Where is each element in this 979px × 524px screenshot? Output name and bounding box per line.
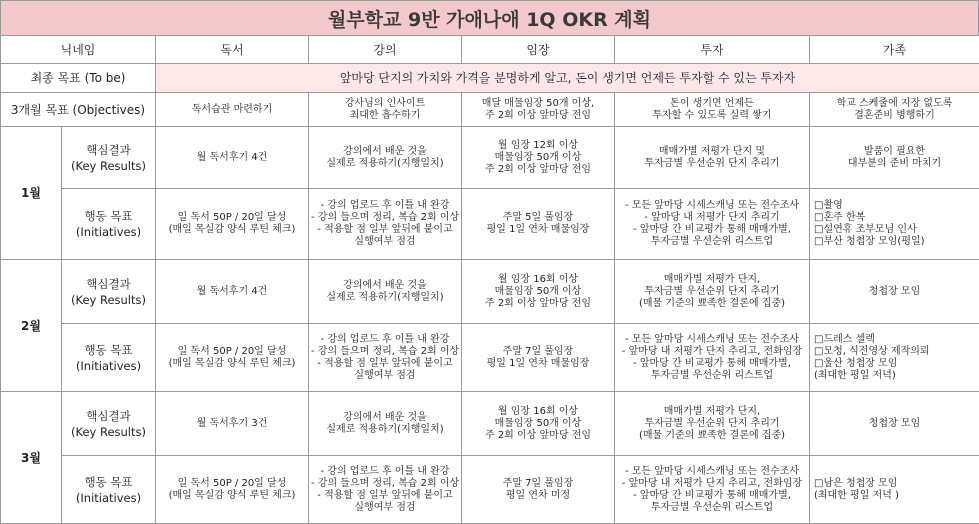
cell-line: (Initiatives) bbox=[64, 490, 153, 506]
cell-line: 주말 5일 풀임장 bbox=[464, 212, 612, 224]
lecture-initiative-cell bbox=[309, 189, 462, 260]
family-initiative-cell bbox=[810, 324, 979, 392]
cell-line: 실제로 적용하기(지행일치) bbox=[311, 158, 459, 170]
header-reading: 독서 bbox=[156, 36, 309, 64]
site-visit-initiative-cell bbox=[462, 324, 615, 392]
family-initiative-cell bbox=[810, 189, 979, 260]
cell-line: 행동 목표 bbox=[64, 342, 153, 358]
cell-line: (매일 목실감 양식 루틴 체크) bbox=[158, 358, 306, 370]
family-key-result-cell bbox=[810, 260, 979, 324]
cell-line: 매매가별 저평가 단지, bbox=[617, 274, 807, 286]
final-goal-label: 최종 목표 (To be) bbox=[1, 64, 156, 93]
cell-line: □촬영 bbox=[814, 200, 977, 212]
cell-line: - 강의 들으며 정리, 복습 2회 이상 bbox=[311, 346, 459, 358]
site-visit-initiative-cell bbox=[462, 456, 615, 524]
reading-initiative-cell bbox=[156, 324, 309, 392]
key-results-row bbox=[1, 260, 979, 324]
objective-cell: 강사님의 인사이트 최대한 흡수하기 bbox=[309, 93, 462, 127]
cell-line: - 모든 앞마당 시세스캐닝 또는 전수조사 bbox=[617, 200, 807, 212]
cell-line: - 적용할 점 일부 앞뒤에 붙이고 bbox=[311, 358, 459, 370]
cell-line: - 적용할 점 일부 앞뒤에 붙이고 bbox=[311, 224, 459, 236]
cell-line: 실제로 적용하기(지행일치) bbox=[311, 292, 459, 304]
cell-line: 평일 연차 미정 bbox=[464, 490, 612, 502]
reading-key-result-cell bbox=[156, 392, 309, 456]
initiatives-label bbox=[62, 189, 156, 260]
cell-line: 강의에서 배운 것을 bbox=[311, 146, 459, 158]
cell-line: 실행여부 점검 bbox=[311, 502, 459, 514]
cell-line: 평일 1일 연차 매물임장 bbox=[464, 358, 612, 370]
investment-initiative-cell bbox=[615, 324, 810, 392]
cell-line: - 모든 앞마당 시세스캐닝 또는 전수조사 bbox=[617, 466, 807, 478]
cell-line: 투자금별 우선순위 단지 추리기 bbox=[617, 158, 807, 170]
investment-key-result-cell bbox=[615, 392, 810, 456]
cell-line: (Key Results) bbox=[64, 292, 153, 308]
cell-line: □혼주 한복 bbox=[814, 212, 977, 224]
cell-line: - 적용할 점 일부 앞뒤에 붙이고 bbox=[311, 490, 459, 502]
cell-line: □부산 청첩장 모임(평일) bbox=[814, 236, 977, 248]
final-goal-text: 앞마당 단지의 가치와 가격을 분명하게 알고, 돈이 생기면 언제든 투자할 수 있는 투자자 bbox=[156, 64, 979, 93]
cell-line: 핵심결과 bbox=[64, 276, 153, 292]
cell-line: 월 임장 16회 이상 bbox=[464, 406, 612, 418]
cell-line: 월 임장 12회 이상 bbox=[464, 140, 612, 152]
reading-initiative-cell bbox=[156, 456, 309, 524]
lecture-key-result-cell bbox=[309, 392, 462, 456]
cell-line: 대부분의 준비 마치기 bbox=[812, 158, 977, 170]
cell-line: (매일 목실감 양식 루틴 체크) bbox=[158, 490, 306, 502]
lecture-key-result-cell bbox=[309, 260, 462, 324]
header-row bbox=[1, 36, 979, 64]
month-label: 2월 bbox=[1, 260, 62, 392]
monthly-section bbox=[1, 127, 979, 524]
cell-line: 핵심결과 bbox=[64, 142, 153, 158]
reading-key-result-cell bbox=[156, 127, 309, 189]
cell-line: (최대한 평일 저녁 ) bbox=[814, 490, 977, 502]
initiatives-row bbox=[1, 456, 979, 524]
cell-line: (Initiatives) bbox=[64, 358, 153, 374]
initiatives-row bbox=[1, 189, 979, 260]
cell-line: - 앞마당 간 비교평가 통해 매매가별, bbox=[617, 358, 807, 370]
lecture-key-result-cell bbox=[309, 127, 462, 189]
cell-line: 주 2회 이상 앞마당 전임 bbox=[464, 164, 612, 176]
cell-line: (Key Results) bbox=[64, 158, 153, 174]
cell-line: (매일 목실감 양식 루틴 체크) bbox=[158, 224, 306, 236]
cell-line: □울산 청첩장 모임 bbox=[814, 358, 977, 370]
cell-line: 월 독서후기 4건 bbox=[158, 152, 306, 164]
cell-line: (매물 기준의 뾰족한 결론에 집중) bbox=[617, 430, 807, 442]
key-results-row bbox=[1, 127, 979, 189]
cell-line: 발품이 필요한 bbox=[812, 146, 977, 158]
cell-line: - 앞마당 간 비교평가 통해 매매가별, bbox=[617, 490, 807, 502]
cell-line: - 강의 들으며 정리, 복습 2회 이상 bbox=[311, 478, 459, 490]
initiatives-row bbox=[1, 324, 979, 392]
header-lecture: 강의 bbox=[309, 36, 462, 64]
investment-key-result-cell bbox=[615, 260, 810, 324]
cell-line: 강의에서 배운 것을 bbox=[311, 412, 459, 424]
header-family: 가족 bbox=[810, 36, 979, 64]
key-results-label bbox=[62, 127, 156, 189]
cell-line: 실행여부 점검 bbox=[311, 236, 459, 248]
cell-line: 행동 목표 bbox=[64, 208, 153, 224]
cell-line: □모청, 식전영상 제작의뢰 bbox=[814, 346, 977, 358]
cell-line: 매매가별 저평가 단지, bbox=[617, 406, 807, 418]
cell-line: □드레스 셀렉 bbox=[814, 334, 977, 346]
cell-line: 투자금별 우선순위 단지 추리기 bbox=[617, 418, 807, 430]
cell-line: - 강의 업로드 후 이틀 내 완강 bbox=[311, 200, 459, 212]
cell-line: 매물임장 50개 이상 bbox=[464, 152, 612, 164]
key-results-label bbox=[62, 260, 156, 324]
cell-line: (매물 기준의 뾰족한 결론에 집중) bbox=[617, 298, 807, 310]
header-site-visit: 임장 bbox=[462, 36, 615, 64]
site-visit-key-result-cell bbox=[462, 127, 615, 189]
lecture-initiative-cell bbox=[309, 324, 462, 392]
cell-line: 주 2회 이상 앞마당 전임 bbox=[464, 430, 612, 442]
cell-line: 주말 7일 풀임장 bbox=[464, 346, 612, 358]
cell-line: 청첩장 모임 bbox=[812, 286, 977, 298]
cell-line: 투자금별 우선순위 리스트업 bbox=[617, 370, 807, 382]
page-title: 월부학교 9반 가애나애 1Q OKR 계획 bbox=[0, 0, 979, 36]
objective-cell: 돈이 생기면 언제든 투자할 수 있도록 실력 쌓기 bbox=[615, 93, 810, 127]
okr-table bbox=[0, 35, 979, 524]
cell-line: - 모든 앞마당 시세스캐닝 또는 전수조사 bbox=[617, 334, 807, 346]
objectives-label: 3개월 목표 (Objectives) bbox=[1, 93, 156, 127]
objective-cell: 매달 매물임장 50개 이상, 주 2회 이상 앞마당 전임 bbox=[462, 93, 615, 127]
family-key-result-cell bbox=[810, 127, 979, 189]
cell-line: (최대한 평일 저녁) bbox=[814, 370, 977, 382]
final-goal-row bbox=[1, 64, 979, 93]
cell-line: 평일 1일 연차 매물임장 bbox=[464, 224, 612, 236]
cell-line: - 앞마당 간 비교평가 통해 매매가별, bbox=[617, 224, 807, 236]
objectives-row bbox=[1, 93, 979, 127]
cell-line: 핵심결과 bbox=[64, 408, 153, 424]
cell-line: 주 2회 이상 앞마당 전임 bbox=[464, 298, 612, 310]
site-visit-key-result-cell bbox=[462, 260, 615, 324]
key-results-label bbox=[62, 392, 156, 456]
cell-line: □남은 청첩장 모임 bbox=[814, 478, 977, 490]
family-key-result-cell bbox=[810, 392, 979, 456]
cell-line: (Initiatives) bbox=[64, 224, 153, 240]
cell-line: 행동 목표 bbox=[64, 474, 153, 490]
site-visit-key-result-cell bbox=[462, 392, 615, 456]
cell-line: 주말 7일 풀임장 bbox=[464, 478, 612, 490]
investment-initiative-cell bbox=[615, 456, 810, 524]
cell-line: - 강의 업로드 후 이틀 내 완강 bbox=[311, 334, 459, 346]
cell-line: 매매가별 저평가 단지 및 bbox=[617, 146, 807, 158]
cell-line: □설연휴 조부모님 인사 bbox=[814, 224, 977, 236]
cell-line: - 앞마당 내 저평가 단지 추리고, 전화임장 bbox=[617, 478, 807, 490]
month-label: 1월 bbox=[1, 127, 62, 260]
cell-line: - 강의 들으며 정리, 복습 2회 이상 bbox=[311, 212, 459, 224]
cell-line: 청첩장 모임 bbox=[812, 418, 977, 430]
cell-line: 월 독서후기 3건 bbox=[158, 418, 306, 430]
cell-line: - 강의 업로드 후 이틀 내 완강 bbox=[311, 466, 459, 478]
cell-line: - 앞마당 내 저평가 단지 추리기 bbox=[617, 212, 807, 224]
cell-line: - 앞마당 내 저평가 단지 추리고, 전화임장 bbox=[617, 346, 807, 358]
cell-line: 일 독서 50P / 20일 달성 bbox=[158, 346, 306, 358]
cell-line: (Key Results) bbox=[64, 424, 153, 440]
site-visit-initiative-cell bbox=[462, 189, 615, 260]
objective-cell: 학교 스케줄에 지장 없도록 결혼준비 병행하기 bbox=[810, 93, 979, 127]
key-results-row bbox=[1, 392, 979, 456]
month-label: 3월 bbox=[1, 392, 62, 524]
lecture-initiative-cell bbox=[309, 456, 462, 524]
header-investment: 투자 bbox=[615, 36, 810, 64]
reading-initiative-cell bbox=[156, 189, 309, 260]
investment-initiative-cell bbox=[615, 189, 810, 260]
cell-line: 투자금별 우선순위 리스트업 bbox=[617, 236, 807, 248]
cell-line: 월 독서후기 4건 bbox=[158, 286, 306, 298]
cell-line: 매물임장 50개 이상 bbox=[464, 418, 612, 430]
cell-line: 월 임장 16회 이상 bbox=[464, 274, 612, 286]
initiatives-label bbox=[62, 456, 156, 524]
objective-cell: 독서습관 마련하기 bbox=[156, 93, 309, 127]
family-initiative-cell bbox=[810, 456, 979, 524]
cell-line: 실행여부 점검 bbox=[311, 370, 459, 382]
cell-line: 매물임장 50개 이상 bbox=[464, 286, 612, 298]
initiatives-label bbox=[62, 324, 156, 392]
cell-line: 일 독서 50P / 20일 달성 bbox=[158, 478, 306, 490]
investment-key-result-cell bbox=[615, 127, 810, 189]
header-nickname: 닉네임 bbox=[1, 36, 156, 64]
cell-line: 실제로 적용하기(지행일치) bbox=[311, 424, 459, 436]
cell-line: 강의에서 배운 것을 bbox=[311, 280, 459, 292]
reading-key-result-cell bbox=[156, 260, 309, 324]
cell-line: 투자금별 우선순위 리스트업 bbox=[617, 502, 807, 514]
cell-line: 일 독서 50P / 20일 달성 bbox=[158, 212, 306, 224]
cell-line: 투자금별 우선순위 단지 추리기 bbox=[617, 286, 807, 298]
